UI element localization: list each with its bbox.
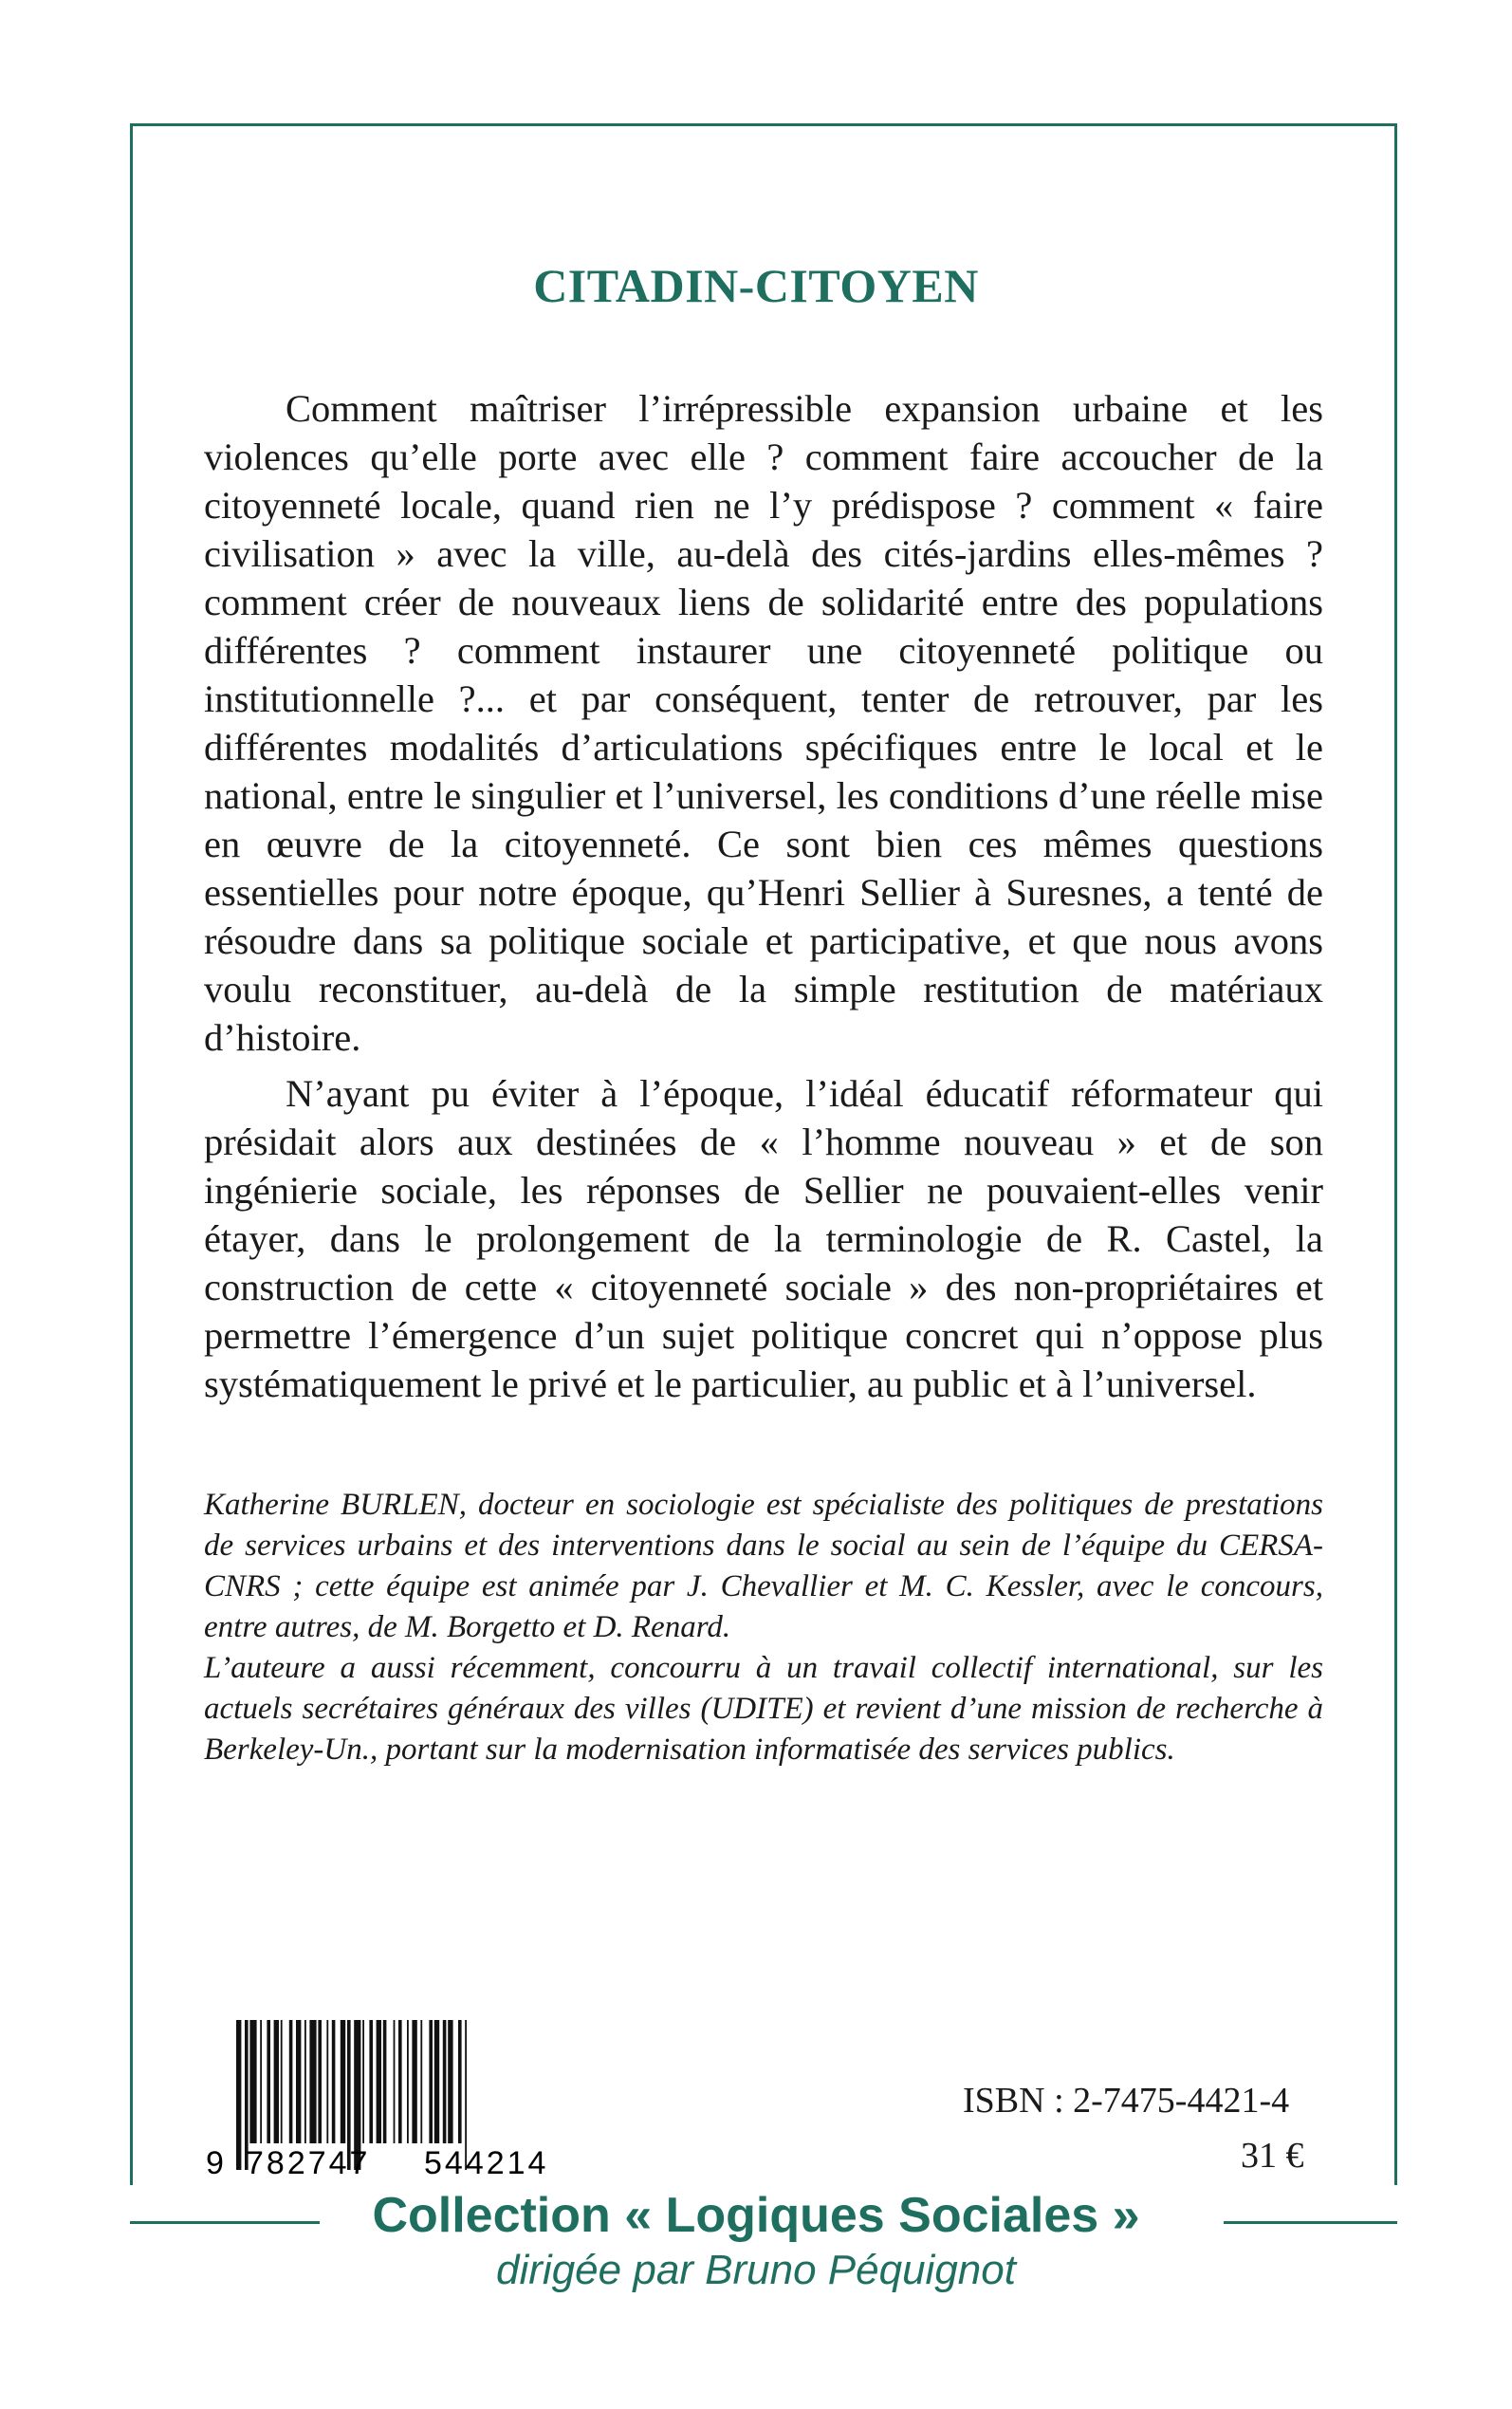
barcode-bar — [362, 2020, 364, 2143]
barcode-bar — [412, 2020, 416, 2143]
barcode-bar — [383, 2020, 387, 2143]
author-bio-paragraph-1: Katherine BURLEN, docteur en sociologie est spécialiste des politiques de prestations de services urbains et des interventions dans le social au sein de l’équipe du CERSA-CNRS ; cette équipe est animée par J. Chevallier et M. C. Kessler, avec le concours, entre autres, de M. Borgetto et D. Renard. — [204, 1488, 1323, 1644]
barcode-bar — [458, 2020, 462, 2143]
barcode-bar — [448, 2020, 452, 2143]
barcode-bar — [281, 2020, 283, 2143]
isbn-label: ISBN : 2-7475-4421-4 — [963, 2081, 1290, 2121]
barcode-digits-group-1: 782747 — [246, 2145, 371, 2179]
barcode-bar — [304, 2020, 306, 2143]
summary-text — [204, 384, 1323, 1416]
barcode-bar — [274, 2020, 279, 2143]
barcode-bar — [309, 2020, 316, 2143]
barcode-bar — [420, 2020, 422, 2143]
barcode-bar — [407, 2020, 409, 2143]
barcode-bar — [267, 2020, 270, 2143]
collection-director: dirigée par Bruno Péquignot — [496, 2247, 1016, 2293]
barcode — [204, 2016, 602, 2179]
barcode-bar — [429, 2020, 433, 2143]
summary-paragraph-1: Comment maîtriser l’irrépressible expansion urbaine et les violences qu’elle porte avec elle ? comment faire accoucher de la citoyenneté locale, quand rien ne l’y prédispose ? comment « faire civilisation » avec la ville, au-delà des cités-jardins elles-mêmes ? comment créer de nouveaux liens de solidarité entre des populations différentes ? comment instaurer une citoyenneté politique ou institutionnelle ?... et par conséquent, tenter de retrouver, par les différentes modalités d’articulations spécifiques entre le local et le national, entre le singulier et l’universel, les conditions d’une réelle mise en œuvre de la citoyenneté. Ce sont bien ces mêmes questions essentielles pour notre époque, qu’Henri Sellier à Suresnes, a tenté de résoudre dans sa politique sociale et participative, et que nous avons voulu reconstituer, au-delà de la simple restitution de matériaux d’histoire. — [204, 387, 1323, 1059]
barcode-bar — [443, 2020, 447, 2143]
author-bio-paragraph-2: L’auteure a aussi récemment, concourru à un travail collectif international, sur les actuels secrétaires généraux des villes (UDITE) et revient d’une mission de recherche à Berkeley-Un., portant sur la modernisation informatisée des services publics. — [204, 1651, 1323, 1767]
barcode-bar — [296, 2020, 301, 2143]
barcode-bar — [249, 2020, 256, 2143]
barcode-bar — [289, 2020, 293, 2143]
barcode-bar — [332, 2020, 336, 2143]
barcode-bar — [398, 2020, 402, 2143]
barcode-bar — [369, 2020, 373, 2143]
barcode-bar — [377, 2020, 381, 2143]
barcode-digits-group-2: 544214 — [424, 2145, 549, 2179]
price-label: 31 € — [1241, 2136, 1304, 2176]
author-bio — [204, 1485, 1323, 1770]
barcode-bar — [326, 2020, 328, 2143]
barcode-bar — [434, 2020, 439, 2143]
barcode-bar — [318, 2020, 322, 2143]
barcode-bar — [236, 2020, 241, 2170]
barcode-digit-lead: 9 — [206, 2145, 224, 2179]
book-title: CITADIN-CITOYEN — [533, 259, 979, 312]
barcode-bar — [394, 2020, 396, 2143]
summary-paragraph-2: N’ayant pu éviter à l’époque, l’idéal éducatif réformateur qui présidait alors aux destinées de « l’homme nouveau » et de son ingénierie sociale, les réponses de Sellier ne pouvaient-elles venir étayer, dans le prolongement de la terminologie de R. Castel, la construction de cette « citoyenneté sociale » des non-propriétaires et permettre l’émergence d’un sujet politique concret qui n’oppose plus systématiquement le privé et le particulier, au public et à l’universel. — [204, 1072, 1323, 1405]
barcode-bar — [341, 2020, 345, 2143]
barcode-bar — [260, 2020, 262, 2143]
collection-name: Collection « Logiques Sociales » — [372, 2188, 1140, 2243]
